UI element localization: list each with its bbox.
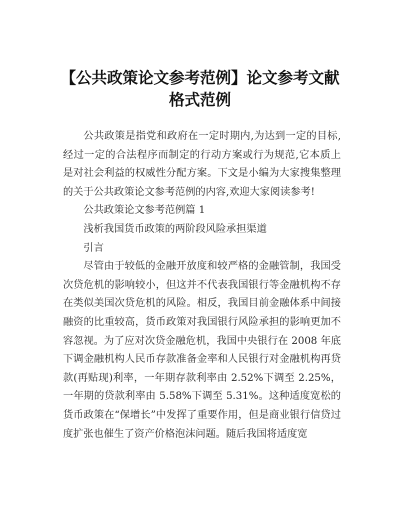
section-heading: 公共政策论文参考范例篇 1 (83, 205, 206, 217)
document-body (63, 128, 341, 444)
intro-paragraph: 公共政策是指党和政府在一定时期内,为达到一定的目标,经过一定的合法程序而制定的行动方案或行为规范,它本质上是对社会利益的权威性分配方案。下文是小编为大家搜集整理的关于公共政策论文参考范例的内容,欢迎大家阅读参考! (63, 131, 341, 198)
preface-label: 引言 (83, 242, 104, 254)
document-title: 【公共政策论文参考范例】论文参考文献格式范例 (60, 69, 340, 109)
main-paragraph: 尽管由于较低的金融开放度和较严格的金融管制，我国受次贷危机的影响较小，但这并不代表我国银行等金融机构不存在类似美国次贷危机的风险。相反，我国目前金融体系中间接融资的比重较高，货币政策对我国银行风险承担的影响更加不容忽视。为了应对次贷金融危机，我国中央银行在 2008 年底下调金融机构人民币存款准备金率和人民银行对金融机构再贷款(再贴现)利率，一年期存款利率由 2.52%下调至 2.25%，一年期的贷款利率由 5.58%下调至 5.31%。这种适度宽松的货币政策在“保增长”中发挥了重要作用，但是商业银行信贷过度扩张也催生了资产价格泡沫问题。随后我国将适度宽 (63, 261, 341, 440)
article-title: 浅析我国货币政策的两阶段风险承担渠道 (83, 223, 267, 235)
